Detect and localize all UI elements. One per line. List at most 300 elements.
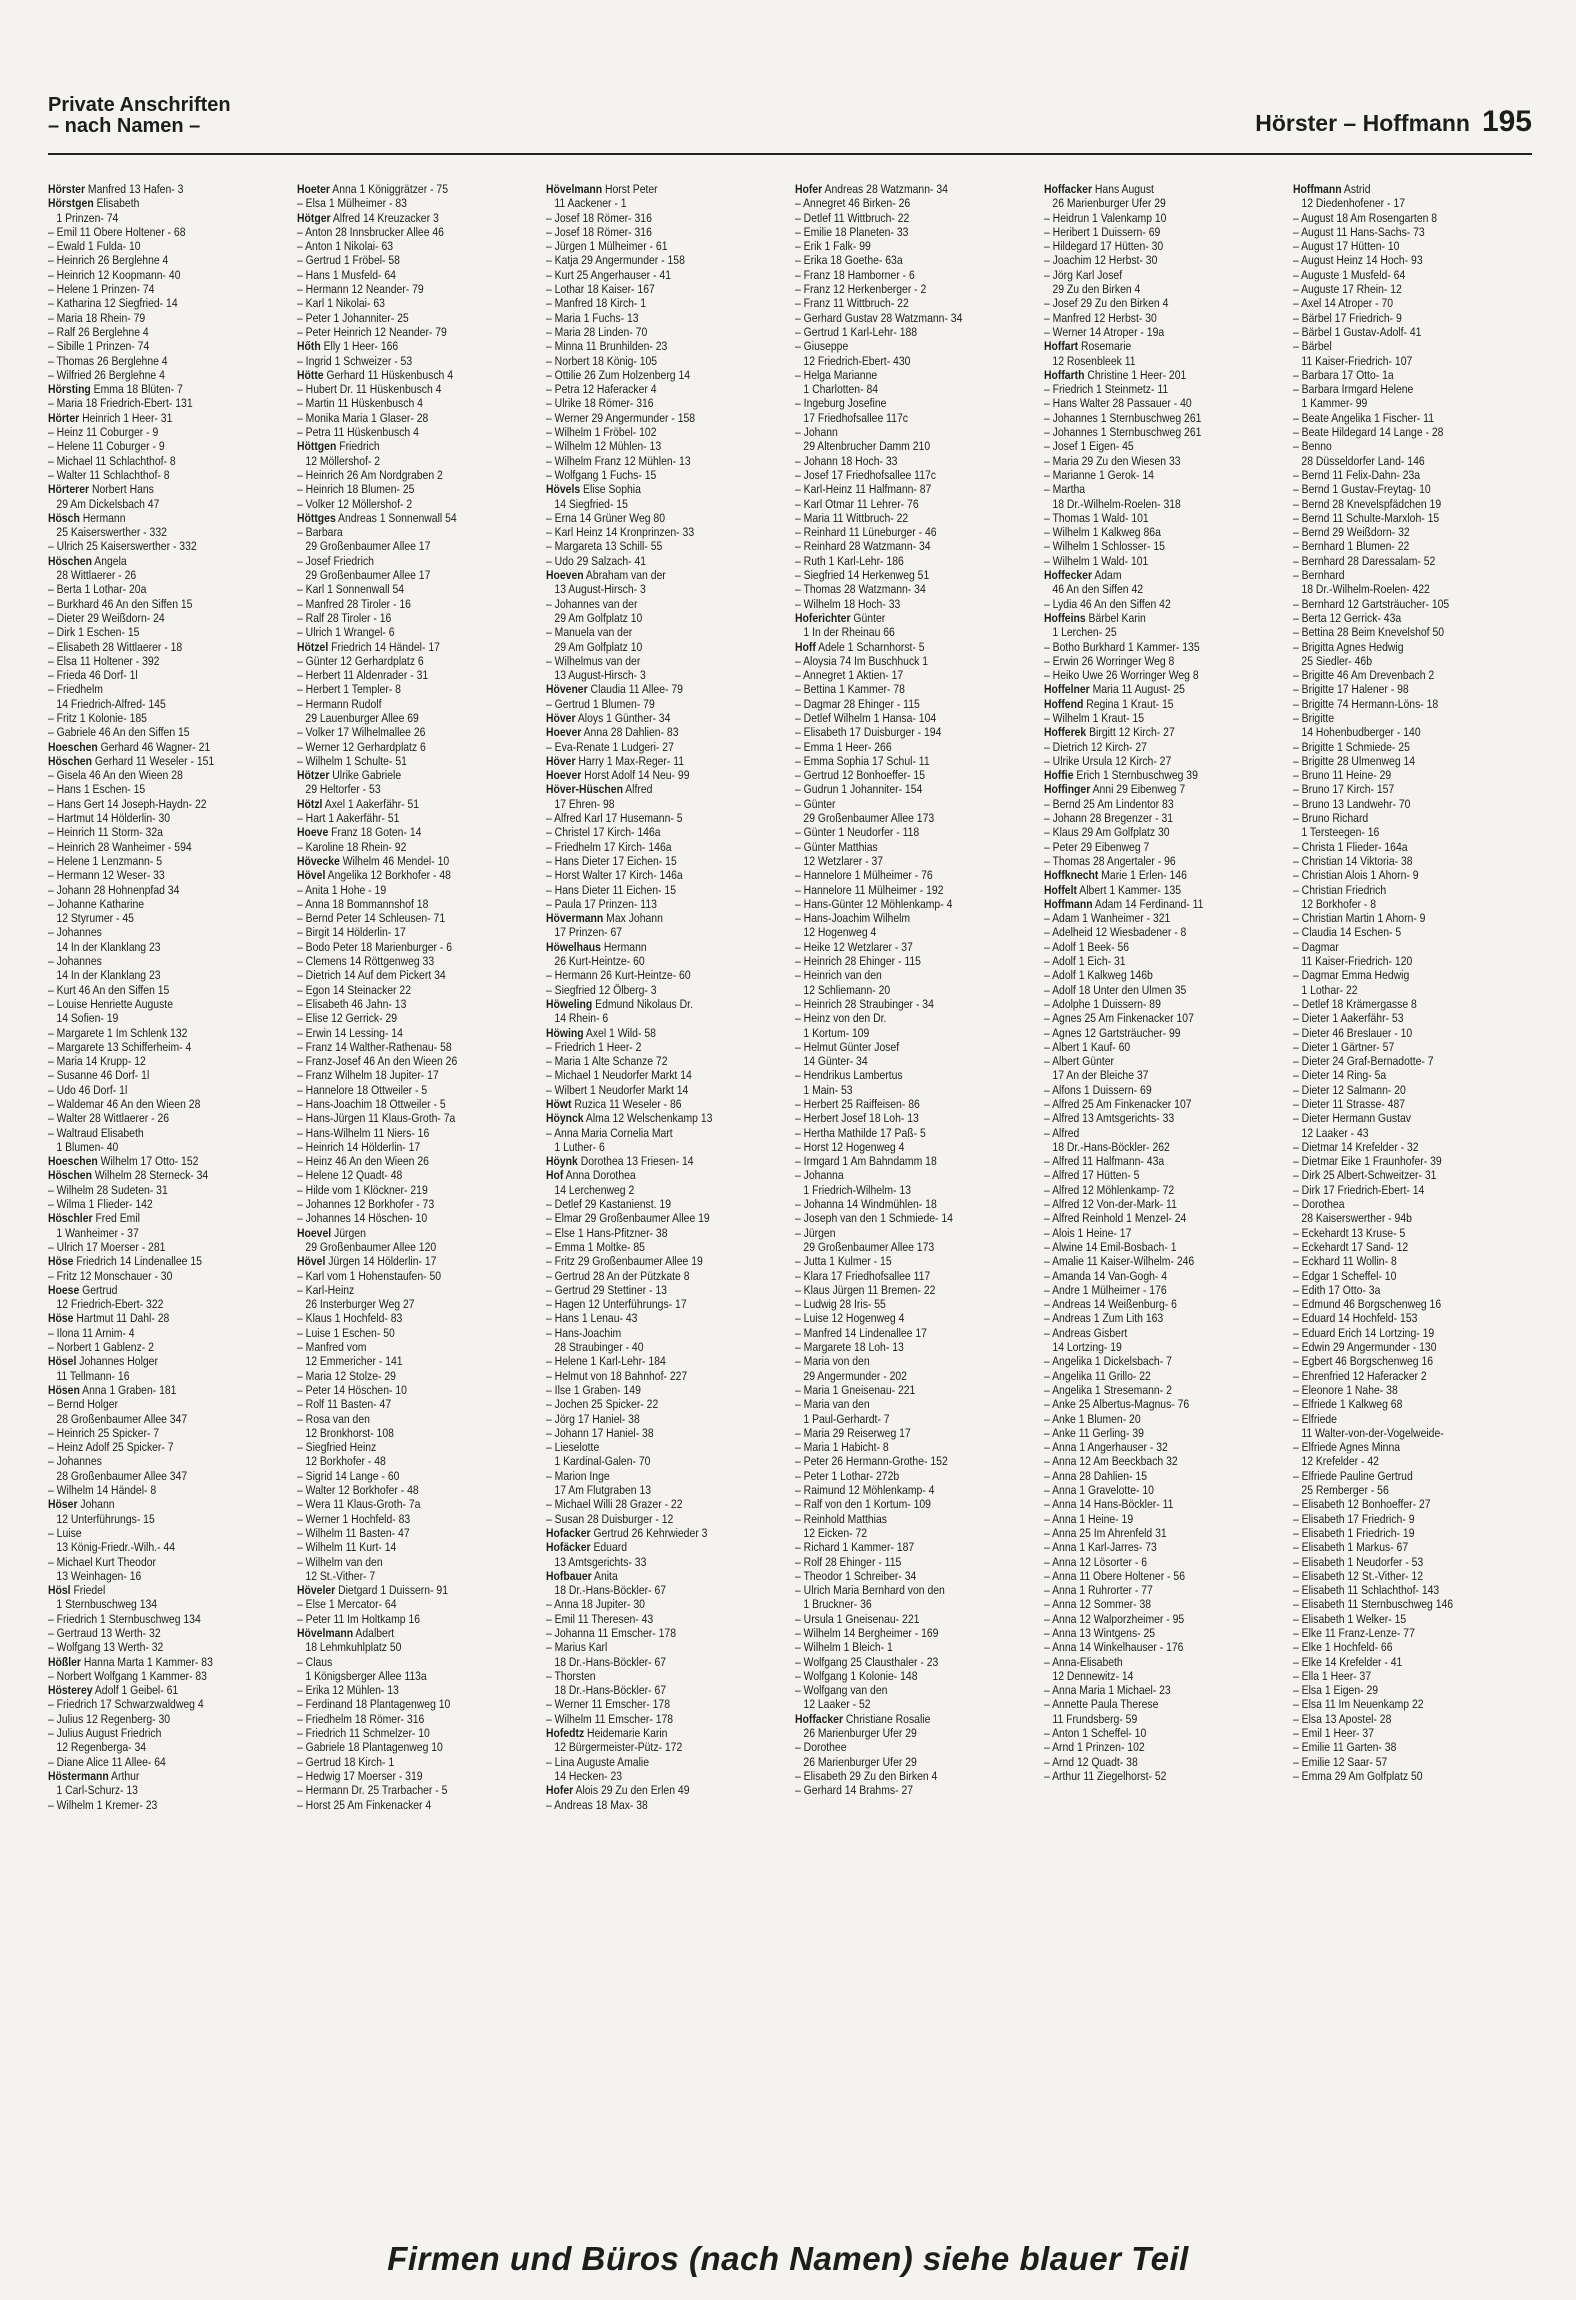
directory-entry: – Margarete 18 Loh- 13 bbox=[795, 1340, 904, 1355]
directory-entry: – Maria 18 Friedrich-Ebert- 131 bbox=[48, 396, 193, 411]
directory-entry: – Alfred 13 Amtsgerichts- 33 bbox=[1044, 1111, 1175, 1126]
surname: Höver bbox=[546, 753, 576, 768]
directory-entry: 28 Großenbaumer Allee 347 bbox=[56, 1411, 188, 1426]
directory-entry: – Bernhard 12 Gartsträucher- 105 bbox=[1293, 596, 1450, 611]
directory-entry: – Heinrich 25 Spicker- 7 bbox=[48, 1425, 160, 1440]
directory-entry: – Joachim 12 Herbst- 30 bbox=[1044, 253, 1158, 268]
directory-entry: – Manuela van der bbox=[546, 625, 633, 640]
directory-entry: 29 Großenbaumer Allee 173 bbox=[803, 1239, 935, 1254]
directory-entry: – Michael Kurt Theodor bbox=[48, 1554, 157, 1569]
directory-entry: 14 In der Klanklang 23 bbox=[56, 968, 161, 983]
directory-entry: 1 Wanheimer - 37 bbox=[56, 1225, 139, 1240]
directory-entry: – Gudrun 1 Johanniter- 154 bbox=[795, 782, 923, 797]
directory-entry: – Arnd 12 Quadt- 38 bbox=[1044, 1754, 1138, 1769]
directory-entry: 1 Carl-Schurz- 13 bbox=[56, 1783, 138, 1798]
directory-entry: – Hildegard 17 Hütten- 30 bbox=[1044, 239, 1164, 254]
surname: Höschen bbox=[48, 753, 92, 768]
directory-entry: Hövel Jürgen 14 Hölderlin- 17 bbox=[297, 1254, 437, 1269]
directory-entry: – Anna 25 Im Ahrenfeld 31 bbox=[1044, 1525, 1167, 1540]
directory-entry: – Elsa 1 Eigen- 29 bbox=[1293, 1683, 1379, 1698]
directory-entry: Hötzel Friedrich 14 Händel- 17 bbox=[297, 639, 440, 654]
directory-entry: – Elmar 29 Großenbaumer Allee 19 bbox=[546, 1211, 710, 1226]
directory-entry: – Friedhelm 17 Kirch- 146a bbox=[546, 839, 672, 854]
surname: Hoffacker bbox=[795, 1711, 844, 1726]
directory-entry: 18 Dr.-Hans-Böckler- 67 bbox=[554, 1583, 667, 1598]
directory-entry: – Fritz 1 Kolonie- 185 bbox=[48, 710, 147, 725]
directory-entry: – Alfons 1 Duissern- 69 bbox=[1044, 1082, 1152, 1097]
surname: Hötte bbox=[297, 367, 324, 382]
directory-entry: – Manfred vom bbox=[297, 1340, 367, 1355]
directory-entry: – Helene 1 Karl-Lehr- 184 bbox=[546, 1354, 666, 1369]
directory-entry: – Dieter 14 Ring- 5a bbox=[1293, 1068, 1387, 1083]
directory-column bbox=[297, 182, 535, 2222]
directory-entry: 29 Am Golfplatz 10 bbox=[554, 639, 643, 654]
directory-entry: – Dagmar 28 Ehinger - 115 bbox=[795, 696, 920, 711]
directory-entry: – Johann bbox=[795, 425, 838, 440]
directory-entry: – Ilona 11 Arnim- 4 bbox=[48, 1325, 135, 1340]
surname: Hoevel bbox=[297, 1225, 332, 1240]
directory-entry: Hofferek Birgitt 12 Kirch- 27 bbox=[1044, 725, 1175, 740]
directory-entry: 29 Heltorfer - 53 bbox=[305, 782, 381, 797]
directory-entry: – Anna 1 Angerhauser - 32 bbox=[1044, 1440, 1168, 1455]
directory-entry: 18 Dr.-Hans-Böckler- 67 bbox=[554, 1683, 667, 1698]
directory-entry: – Andre 1 Mülheimer - 176 bbox=[1044, 1282, 1167, 1297]
directory-entry: – Gertrud 1 Blumen- 79 bbox=[546, 696, 655, 711]
directory-entry: Hövel Angelika 12 Borkhofer - 48 bbox=[297, 868, 451, 883]
directory-entry: – Eckehardt 13 Kruse- 5 bbox=[1293, 1225, 1406, 1240]
directory-entry: – Jochen 25 Spicker- 22 bbox=[546, 1397, 659, 1412]
directory-entry: – Herbert 1 Templer- 8 bbox=[297, 682, 401, 697]
directory-entry: – Irmgard 1 Am Bahndamm 18 bbox=[795, 1154, 937, 1169]
directory-entry: – Emil 11 Theresen- 43 bbox=[546, 1611, 654, 1626]
surname: Höveler bbox=[297, 1583, 336, 1598]
directory-entry: – Dietmar Eike 1 Fraunhofer- 39 bbox=[1293, 1154, 1442, 1169]
directory-entry: – Johannes 1 Sternbuschweg 261 bbox=[1044, 410, 1202, 425]
directory-entry: – Erwin 14 Lessing- 14 bbox=[297, 1025, 403, 1040]
directory-entry: – Kurt 46 An den Siffen 15 bbox=[48, 982, 170, 997]
directory-entry: – Petra 12 Haferacker 4 bbox=[546, 382, 657, 397]
directory-entry: – Elisabeth 17 Duisburger - 194 bbox=[795, 725, 942, 740]
directory-entry: – Brigitte 17 Halener - 98 bbox=[1293, 682, 1409, 697]
directory-entry: – Wilhelm 18 Hoch- 33 bbox=[795, 596, 901, 611]
directory-entry: 26 Insterburger Weg 27 bbox=[305, 1297, 415, 1312]
directory-entry: 25 Remberger - 56 bbox=[1301, 1483, 1389, 1498]
surname: Hösterey bbox=[48, 1683, 93, 1698]
directory-entry: – Julius August Friedrich bbox=[48, 1726, 162, 1741]
directory-entry: 12 Hogenweg 4 bbox=[803, 925, 877, 940]
directory-entry: – Waldemar 46 An den Wieen 28 bbox=[48, 1097, 201, 1111]
directory-entry: – Wilhelm 14 Händel- 8 bbox=[48, 1483, 157, 1498]
directory-entry: – Christian Friedrich bbox=[1293, 882, 1387, 897]
surname: Hofbauer bbox=[546, 1568, 592, 1583]
directory-entry: – Elsa 1 Mülheimer - 83 bbox=[297, 196, 407, 211]
surname: Hoferichter bbox=[795, 610, 851, 625]
directory-entry: – Klaus Jürgen 11 Bremen- 22 bbox=[795, 1282, 936, 1297]
directory-entry: – Erika 18 Goethe- 63a bbox=[795, 253, 903, 268]
directory-entry: – Ewald 1 Fulda- 10 bbox=[48, 239, 141, 254]
directory-entry: – Christa 1 Flieder- 164a bbox=[1293, 839, 1408, 854]
directory-entry: – Johanna 14 Windmühlen- 18 bbox=[795, 1197, 937, 1212]
directory-entry: 29 Angermunder - 202 bbox=[803, 1368, 907, 1383]
directory-entry: – Angelika 1 Stresemann- 2 bbox=[1044, 1382, 1172, 1397]
directory-entry: 12 St.-Vither- 7 bbox=[305, 1568, 376, 1583]
directory-entry: – Birgit 14 Hölderlin- 17 bbox=[297, 925, 406, 940]
directory-entry: – Ralf 26 Berglehne 4 bbox=[48, 324, 149, 339]
directory-entry: – Johannes 14 Höschen- 10 bbox=[297, 1211, 428, 1226]
directory-entry: Hofer Alois 29 Zu den Erlen 49 bbox=[546, 1783, 690, 1798]
surname: Höschen bbox=[48, 1168, 92, 1183]
surname: Höver-Hüschen bbox=[546, 782, 623, 797]
directory-entry: – Hans 1 Eschen- 15 bbox=[48, 782, 146, 797]
directory-entry: – Dirk 17 Friedrich-Ebert- 14 bbox=[1293, 1182, 1425, 1197]
surname: Höse bbox=[48, 1254, 74, 1269]
directory-entry: – Michael 1 Neudorfer Markt 14 bbox=[546, 1068, 692, 1083]
directory-entry: – Thomas 26 Berglehne 4 bbox=[48, 353, 168, 368]
directory-entry: – Reinhard 11 Lüneburger - 46 bbox=[795, 525, 937, 540]
directory-entry: – Helmut von 18 Bahnhof- 227 bbox=[546, 1368, 688, 1383]
directory-entry: – Katja 29 Angermunder - 158 bbox=[546, 253, 685, 268]
directory-entry: – Wilhelm 1 Wald- 101 bbox=[1044, 553, 1149, 568]
directory-entry: 12 Möllershof- 2 bbox=[305, 453, 381, 468]
directory-entry: – Gertrud 28 An der Pützkate 8 bbox=[546, 1268, 690, 1283]
directory-entry: – Bruno 17 Kirch- 157 bbox=[1293, 782, 1395, 797]
directory-entry: – Louise Henriette Auguste bbox=[48, 996, 173, 1011]
directory-entry: – Erna 14 Grüner Weg 80 bbox=[546, 510, 666, 525]
directory-entry: – Udo 46 Dorf- 1l bbox=[48, 1082, 128, 1097]
directory-entry: Hoff Adele 1 Scharnhorst- 5 bbox=[795, 639, 925, 654]
directory-entry: – Werner 1 Hochfeld- 83 bbox=[297, 1511, 411, 1526]
directory-entry: 26 Marienburger Ufer 29 bbox=[803, 1754, 917, 1769]
directory-entry: Hövels Elise Sophia bbox=[546, 482, 641, 497]
directory-entry: 12 Schliemann- 20 bbox=[803, 982, 891, 997]
directory-entry: – Margareta 13 Schill- 55 bbox=[546, 539, 663, 554]
directory-entry: Hoever Horst Adolf 14 Neu- 99 bbox=[546, 768, 690, 783]
directory-entry: – Horst 25 Am Finkenacker 4 bbox=[297, 1797, 432, 1812]
directory-entry: – Elise 12 Gerrick- 29 bbox=[297, 1011, 398, 1026]
directory-entry: – Hans Walter 28 Passauer - 40 bbox=[1044, 396, 1192, 411]
directory-entry: – Manfred 28 Tiroler - 16 bbox=[297, 596, 411, 611]
directory-entry: 12 Emmericher - 141 bbox=[305, 1354, 403, 1369]
directory-entry: – Johann 28 Bregenzer - 31 bbox=[1044, 811, 1174, 826]
directory-entry: – Franz Wilhelm 18 Jupiter- 17 bbox=[297, 1068, 439, 1083]
surname: Höwelhaus bbox=[546, 939, 601, 954]
directory-entry: – Heinrich 26 Am Nordgraben 2 bbox=[297, 467, 443, 482]
directory-entry: – Karl 1 Sonnenwall 54 bbox=[297, 582, 405, 597]
directory-entry: – August Heinz 14 Hoch- 93 bbox=[1293, 253, 1423, 268]
directory-entry: – Siegfried 14 Herkenweg 51 bbox=[795, 568, 930, 583]
directory-entry: – Peter 29 Eibenweg 7 bbox=[1044, 839, 1150, 854]
directory-entry: – Josef 18 Römer- 316 bbox=[546, 224, 652, 239]
directory-entry: – Bernd 28 Knevelspfädchen 19 bbox=[1293, 496, 1442, 511]
surname: Hőth bbox=[297, 339, 321, 354]
directory-entry: – Werner 29 Angermunder - 158 bbox=[546, 410, 696, 425]
surname: Höynk bbox=[546, 1154, 578, 1169]
directory-entry: – Maria 29 Reiserweg 17 bbox=[795, 1425, 911, 1440]
surname: Hörter bbox=[48, 410, 80, 425]
directory-entry: 28 Düsseldorfer Land- 146 bbox=[1301, 453, 1425, 468]
surname: Hof bbox=[546, 1168, 564, 1183]
surname: Hofedtz bbox=[546, 1726, 585, 1741]
directory-entry: – Anna 14 Winkelhauser - 176 bbox=[1044, 1640, 1184, 1655]
directory-entry: – Anna 12 Lösorter - 6 bbox=[1044, 1554, 1148, 1569]
directory-entry: – Wilhelmus van der bbox=[546, 653, 641, 668]
directory-entry: Hoffart Rosemarie bbox=[1044, 339, 1132, 354]
directory-entry: – Lina Auguste Amalie bbox=[546, 1754, 650, 1769]
directory-entry: 12 Bronkhorst- 108 bbox=[305, 1425, 394, 1440]
directory-entry: 13 Amtsgerichts- 33 bbox=[554, 1554, 647, 1569]
directory-entry: 17 Ehren- 98 bbox=[554, 796, 615, 811]
directory-entry: – Karl 1 Nikolai- 63 bbox=[297, 296, 385, 311]
surname: Höver bbox=[546, 710, 576, 725]
directory-entry: – Adolf 1 Kalkweg 146b bbox=[1044, 968, 1153, 983]
directory-entry: – Maria 11 Wittbruch- 22 bbox=[795, 510, 909, 525]
directory-entry: – Bernd 11 Schulte-Marxloh- 15 bbox=[1293, 510, 1440, 525]
directory-entry: 1 In der Rheinau 66 bbox=[803, 625, 895, 640]
directory-entry: – Johann 28 Hohnenpfad 34 bbox=[48, 882, 180, 897]
directory-entry: – Agnes 25 Am Finkenacker 107 bbox=[1044, 1011, 1194, 1026]
directory-entry: – Klara 17 Friedhofsallee 117 bbox=[795, 1268, 931, 1283]
directory-entry: – Josef 1 Eigen- 45 bbox=[1044, 439, 1134, 454]
directory-entry: – Ehrenfried 12 Haferacker 2 bbox=[1293, 1368, 1427, 1383]
directory-entry: – Eckehardt 17 Sand- 12 bbox=[1293, 1239, 1409, 1254]
directory-entry: – Norbert 18 König- 105 bbox=[546, 353, 658, 368]
directory-entry: 1 Tersteegen- 16 bbox=[1301, 825, 1380, 840]
directory-entry: – Emil 1 Heer- 37 bbox=[1293, 1726, 1374, 1741]
directory-entry: Hoferichter Günter bbox=[795, 610, 886, 625]
directory-entry: – Anna 18 Jupiter- 30 bbox=[546, 1597, 645, 1612]
directory-entry: – Richard 1 Kammer- 187 bbox=[795, 1540, 915, 1555]
directory-entry: – Wilhelm 1 Schulte- 51 bbox=[297, 753, 407, 768]
directory-entry: – Maria 1 Habicht- 8 bbox=[795, 1440, 889, 1455]
directory-entry: – Siegfried Heinz bbox=[297, 1440, 377, 1455]
directory-entry: – Lieselotte bbox=[546, 1440, 600, 1455]
directory-entry: – Manfred 14 Lindenallee 17 bbox=[795, 1325, 927, 1340]
directory-entry: 14 In der Klanklang 23 bbox=[56, 939, 161, 954]
directory-entry: – Norbert Wolfgang 1 Kammer- 83 bbox=[48, 1668, 207, 1683]
directory-entry: – Wilhelm 1 Bleich- 1 bbox=[795, 1640, 893, 1655]
directory-entry: – Thomas 28 Watzmann- 34 bbox=[795, 582, 926, 597]
directory-entry: Hofer Andreas 28 Watzmann- 34 bbox=[795, 182, 948, 196]
directory-entry: 29 Am Dickelsbach 47 bbox=[56, 496, 160, 511]
directory-entry: 1 Königsberger Allee 113a bbox=[305, 1668, 427, 1683]
directory-entry: – Wilhelm 12 Mühlen- 13 bbox=[546, 439, 662, 454]
directory-entry: – Edgar 1 Scheffel- 10 bbox=[1293, 1268, 1397, 1283]
directory-entry: – Joseph van den 1 Schmiede- 14 bbox=[795, 1211, 953, 1226]
directory-entry: Hőth Elly 1 Heer- 166 bbox=[297, 339, 399, 354]
directory-entry: 29 Altenbrucher Damm 210 bbox=[803, 439, 931, 454]
directory-entry: – Egbert 46 Borgschenweg 16 bbox=[1293, 1354, 1434, 1369]
surname: Hoff bbox=[795, 639, 816, 654]
directory-entry: – Elsa 11 Im Neuenkamp 22 bbox=[1293, 1697, 1424, 1712]
surname: Höschen bbox=[48, 553, 92, 568]
directory-entry: – Reinhard 28 Watzmann- 34 bbox=[795, 539, 931, 554]
directory-entry: – Dieter 46 Breslauer - 10 bbox=[1293, 1025, 1413, 1040]
surname: Hoffmann bbox=[1044, 896, 1093, 911]
directory-entry: – Herbert 11 Aldenrader - 31 bbox=[297, 668, 429, 683]
directory-entry: – Hans-Joachim 18 Ottweiler - 5 bbox=[297, 1097, 446, 1111]
directory-entry: – Botho Burkhard 1 Kammer- 135 bbox=[1044, 639, 1200, 654]
directory-entry: – Hans-Jürgen 11 Klaus-Groth- 7a bbox=[297, 1111, 456, 1126]
surname: Hoese bbox=[48, 1282, 80, 1297]
directory-entry: – Dieter 12 Salmann- 20 bbox=[1293, 1082, 1406, 1097]
directory-entry: 28 Großenbaumer Allee 347 bbox=[56, 1468, 188, 1483]
directory-entry: – Hans Dieter 17 Eichen- 15 bbox=[546, 853, 677, 868]
directory-entry: Hoever Anna 28 Dahlien- 83 bbox=[546, 725, 679, 740]
directory-entry: – Johannes bbox=[48, 954, 102, 969]
page-number: 195 bbox=[1481, 105, 1532, 138]
directory-entry: – Alfred Reinhold 1 Menzel- 24 bbox=[1044, 1211, 1187, 1226]
directory-entry: – Hannelore 18 Ottweiler - 5 bbox=[297, 1082, 428, 1097]
surname: Hötzl bbox=[297, 796, 323, 811]
directory-entry: 17 Prinzen- 67 bbox=[554, 925, 623, 940]
directory-entry: – Josef 18 Römer- 316 bbox=[546, 210, 652, 225]
directory-entry: – Gertrud 18 Kirch- 1 bbox=[297, 1754, 395, 1769]
surname: Höser bbox=[48, 1497, 78, 1512]
directory-entry: – Franz 14 Walther-Rathenau- 58 bbox=[297, 1039, 452, 1054]
directory-entry: Hörster Manfred 13 Hafen- 3 bbox=[48, 182, 184, 196]
directory-entry: – Bernd 1 Gustav-Freytag- 10 bbox=[1293, 482, 1431, 497]
directory-entry: – Walter 12 Borkhofer - 48 bbox=[297, 1483, 419, 1498]
directory-entry: Hoffelt Albert 1 Kammer- 135 bbox=[1044, 882, 1182, 897]
directory-entry: – Benno bbox=[1293, 439, 1332, 454]
directory-entry: – Emilie 18 Planeten- 33 bbox=[795, 224, 909, 239]
directory-entry: 11 Tellmann- 16 bbox=[56, 1368, 130, 1383]
directory-entry: – Peter 1 Lothar- 272b bbox=[795, 1468, 900, 1483]
directory-entry: – Emil 11 Obere Holtener - 68 bbox=[48, 224, 186, 239]
surname: Hösen bbox=[48, 1382, 80, 1397]
surname: Hötger bbox=[297, 210, 331, 225]
directory-entry: – Johann 18 Hoch- 33 bbox=[795, 453, 898, 468]
directory-entry: 1 Kortum- 109 bbox=[803, 1025, 870, 1040]
directory-column bbox=[546, 182, 784, 2222]
directory-entry: 26 Marienburger Ufer 29 bbox=[803, 1726, 917, 1741]
directory-entry: 13 August-Hirsch- 3 bbox=[554, 582, 646, 597]
directory-entry: – Reinhold Matthias bbox=[795, 1511, 887, 1526]
directory-entry: 12 Bürgermeister-Pütz- 172 bbox=[554, 1740, 683, 1755]
directory-entry: – Maria 14 Krupp- 12 bbox=[48, 1054, 146, 1069]
directory-entry: – Helene 12 Quadt- 48 bbox=[297, 1168, 403, 1183]
surname: Höynck bbox=[546, 1111, 584, 1126]
directory-entry: – Anna Maria Cornelia Mart bbox=[546, 1125, 673, 1140]
directory-entry: 12 Friedrich-Ebert- 430 bbox=[803, 353, 911, 368]
directory-entry: – Maria 28 Linden- 70 bbox=[546, 324, 648, 339]
directory-entry: – Volker 17 Wilhelmallee 26 bbox=[297, 725, 426, 740]
directory-entry: – Hubert Dr. 11 Hüskenbusch 4 bbox=[297, 382, 442, 397]
directory-entry: – Walter 28 Wittlaerer - 26 bbox=[48, 1111, 170, 1126]
directory-entry: – Elisabeth 1 Welker- 15 bbox=[1293, 1611, 1407, 1626]
directory-entry: – Luise bbox=[48, 1525, 82, 1540]
directory-entry: Hoeven Abraham van der bbox=[546, 568, 666, 583]
directory-entry: – Bärbel bbox=[1293, 339, 1332, 354]
directory-entry: – Günter 12 Gerhardplatz 6 bbox=[297, 653, 424, 668]
directory-entry: Höver-Hüschen Alfred bbox=[546, 782, 653, 797]
directory-entry: 13 Weinhagen- 16 bbox=[56, 1568, 142, 1583]
directory-entry: – Heiko Uwe 26 Worringer Weg 8 bbox=[1044, 668, 1199, 683]
directory-entry: – Detlef 29 Kastanienst. 19 bbox=[546, 1197, 671, 1212]
directory-entry: – Karl-Heinz 11 Halfmann- 87 bbox=[795, 482, 932, 497]
directory-entry: – Adolf 1 Eich- 31 bbox=[1044, 954, 1126, 969]
directory-entry: – Ralf von den 1 Kortum- 109 bbox=[795, 1497, 931, 1512]
surname: Hoffie bbox=[1044, 768, 1074, 783]
directory-entry: – Else 1 Mercator- 64 bbox=[297, 1597, 397, 1612]
directory-entry: Hoffecker Adam bbox=[1044, 568, 1122, 583]
directory-entry: Hoffknecht Marie 1 Erlen- 146 bbox=[1044, 868, 1187, 883]
directory-entry: – Fritz 12 Monschauer - 30 bbox=[48, 1268, 173, 1283]
directory-entry: – Emma 1 Heer- 266 bbox=[795, 739, 892, 754]
directory-entry: 14 Friedrich-Alfred- 145 bbox=[56, 696, 166, 711]
directory-entry: – Thomas 28 Angertaler - 96 bbox=[1044, 853, 1176, 868]
directory-entry: – Elisabeth 1 Friedrich- 19 bbox=[1293, 1525, 1415, 1540]
directory-entry: Hoeter Anna 1 Königgrätzer - 75 bbox=[297, 182, 449, 196]
directory-entry: – Klaus 1 Hochfeld- 83 bbox=[297, 1311, 403, 1326]
directory-entry: – Minna 11 Brunhilden- 23 bbox=[546, 339, 668, 354]
directory-entry: – Martin 11 Hüskenbusch 4 bbox=[297, 396, 423, 411]
directory-entry: – Heinrich van den bbox=[795, 968, 882, 983]
directory-entry: – Hans-Joachim bbox=[546, 1325, 622, 1340]
directory-entry: – Brigitte bbox=[1293, 710, 1335, 725]
directory-entry: – Maria 29 Zu den Wiesen 33 bbox=[1044, 453, 1181, 468]
surname: Hösl bbox=[48, 1583, 71, 1598]
surname: Hofferek bbox=[1044, 725, 1087, 740]
directory-entry: – Jutta 1 Kulmer - 15 bbox=[795, 1254, 892, 1269]
directory-entry: – Alfred Karl 17 Husemann- 5 bbox=[546, 811, 683, 826]
directory-entry: – Johanna 11 Emscher- 178 bbox=[546, 1625, 676, 1640]
directory-entry: – Detlef Wilhelm 1 Hansa- 104 bbox=[795, 710, 937, 725]
directory-entry: 13 August-Hirsch- 3 bbox=[554, 668, 646, 683]
directory-entry: – Elfriede Pauline Gertrud bbox=[1293, 1468, 1413, 1483]
directory-entry: – Wera 11 Klaus-Groth- 7a bbox=[297, 1497, 421, 1512]
directory-entry: – Hans 1 Lenau- 43 bbox=[546, 1311, 638, 1326]
directory-entry: – Ulrich 25 Kaiserswerther - 332 bbox=[48, 539, 197, 554]
directory-entry: 29 Großenbaumer Allee 173 bbox=[803, 811, 935, 826]
surname: Höwing bbox=[546, 1025, 584, 1040]
directory-entry: – Diane Alice 11 Allee- 64 bbox=[48, 1754, 166, 1769]
directory-entry: Höschen Angela bbox=[48, 553, 127, 568]
directory-entry: – Wilhelm 14 Bergheimer - 169 bbox=[795, 1625, 939, 1640]
surname: Hoeter bbox=[297, 182, 330, 196]
directory-entry: – Bernd Peter 14 Schleusen- 71 bbox=[297, 911, 446, 926]
directory-entry: Hövermann Max Johann bbox=[546, 911, 663, 926]
directory-entry: Hövecke Wilhelm 46 Mendel- 10 bbox=[297, 853, 450, 868]
directory-entry: – Bernd 25 Am Lindentor 83 bbox=[1044, 796, 1174, 811]
surname: Höweling bbox=[546, 996, 593, 1011]
surname: Hösel bbox=[48, 1354, 77, 1369]
directory-entry: Hofbauer Anita bbox=[546, 1568, 618, 1583]
directory-entry: – Elisabeth 12 Bonhoeffer- 27 bbox=[1293, 1497, 1431, 1512]
directory-entry: – Bernhard bbox=[1293, 568, 1345, 583]
directory-entry: – Anna 14 Hans-Böckler- 11 bbox=[1044, 1497, 1174, 1512]
directory-entry: – Maria 1 Fuchs- 13 bbox=[546, 310, 639, 325]
directory-entry: – Klaus 29 Am Golfplatz 30 bbox=[1044, 825, 1170, 840]
directory-entry: – Heinz von den Dr. bbox=[795, 1011, 887, 1026]
directory-entry: – Andreas Gisbert bbox=[1044, 1325, 1128, 1340]
directory-entry: 17 Friedhofsallee 117c bbox=[803, 410, 908, 425]
directory-entry: – Aloysia 74 Im Buschhuck 1 bbox=[795, 653, 929, 668]
directory-entry: – Alfred 17 Hütten- 5 bbox=[1044, 1168, 1140, 1183]
directory-entry: – Bärbel 17 Friedrich- 9 bbox=[1293, 310, 1402, 325]
directory-entry: – Brigitte 1 Schmiede- 25 bbox=[1293, 739, 1410, 754]
directory-entry: – Elke 14 Krefelder - 41 bbox=[1293, 1654, 1403, 1669]
directory-entry: Hörstgen Elisabeth bbox=[48, 196, 140, 211]
directory-entry: – Dirk 25 Albert-Schweitzer- 31 bbox=[1293, 1168, 1437, 1183]
directory-entry: – Anna 11 Obere Holtener - 56 bbox=[1044, 1568, 1185, 1583]
directory-entry: – Heinrich 28 Straubinger - 34 bbox=[795, 996, 934, 1011]
directory-entry: 1 Bruckner- 36 bbox=[803, 1597, 872, 1612]
directory-entry: 14 Rhein- 6 bbox=[554, 1011, 609, 1026]
directory-entry: – Maria 1 Gneisenau- 221 bbox=[795, 1382, 916, 1397]
directory-entry: – Emilie 12 Saar- 57 bbox=[1293, 1754, 1388, 1769]
directory-entry: – Ottilie 26 Zum Holzenberg 14 bbox=[546, 367, 691, 382]
